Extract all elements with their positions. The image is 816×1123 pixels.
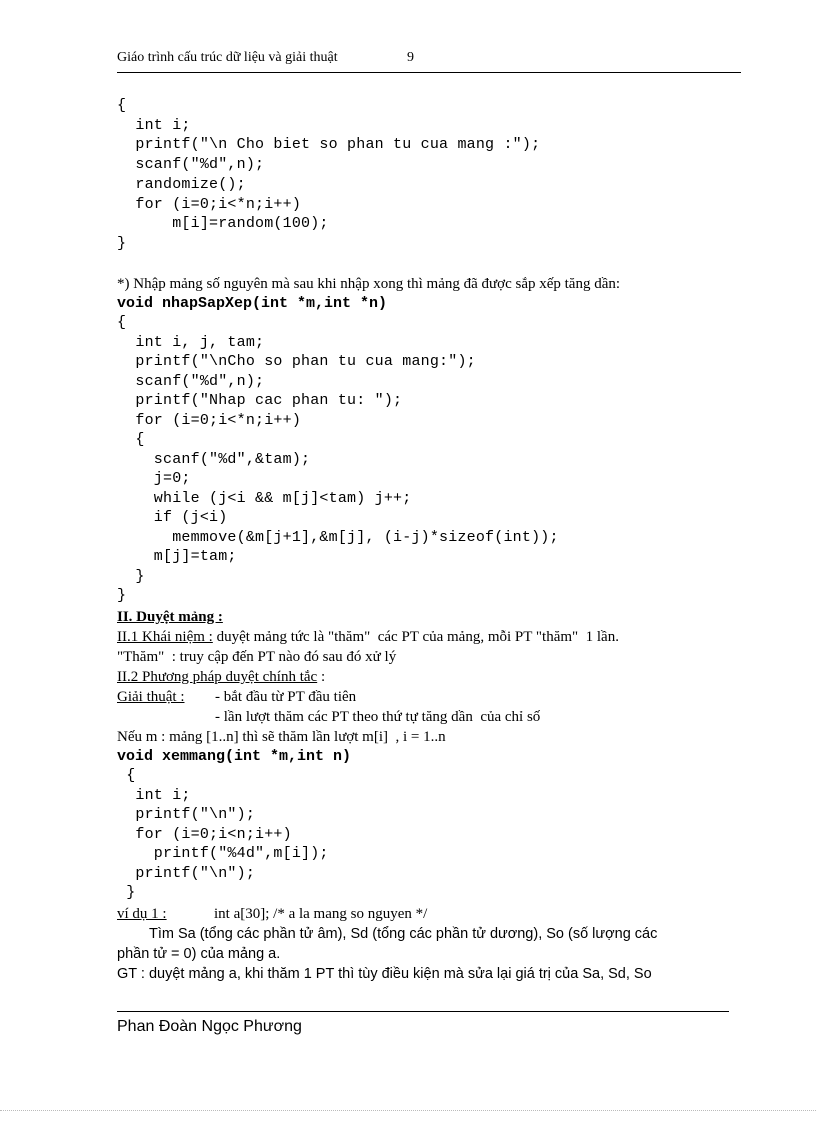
example-line xyxy=(117,906,167,923)
example-description-1: Tìm Sa (tổng các phần tử âm), Sd (tổng các phần tử dương), So (số lượng các xyxy=(117,926,658,942)
code-line: int i; xyxy=(117,786,191,804)
page-bottom-border xyxy=(0,1110,816,1111)
function-signature-xemmang: void xemmang(int *m,int n) xyxy=(117,748,352,765)
example-label: ví dụ 1 : xyxy=(117,906,167,922)
code-line: printf("\n"); xyxy=(117,806,256,823)
code-line: j=0; xyxy=(117,470,191,487)
code-line: { xyxy=(117,767,136,784)
code-line: } xyxy=(117,884,136,901)
array-visit-line: Nếu m : mảng [1..n] thì sẽ thăm lần lượt m[i] , i = 1..n xyxy=(117,729,446,745)
subsection-label: II.1 Khái niệm : xyxy=(117,629,213,645)
algorithm-label: Giải thuật : xyxy=(117,689,185,705)
example-description-2: phần tử = 0) của mảng a. xyxy=(117,946,281,962)
code-line: printf("Nhap cac phan tu: "); xyxy=(117,392,403,409)
code-line: printf("\nCho so phan tu cua mang:"); xyxy=(117,353,476,370)
footer-rule xyxy=(117,1011,729,1012)
definition-line: "Thăm" : truy cập đến PT nào đó sau đó xử lý xyxy=(117,649,397,665)
algorithm-label-line xyxy=(117,689,185,706)
algorithm-step-1: - bắt đầu từ PT đầu tiên xyxy=(215,689,357,705)
function-signature-nhapsapxep: void nhapSapXep(int *m,int *n) xyxy=(117,295,388,312)
subsection-phuong-phap xyxy=(117,669,325,686)
code-line: if (j<i) xyxy=(117,509,228,526)
page-footer: Phan Đoàn Ngọc Phương xyxy=(117,1018,302,1035)
code-line: while (j<i && m[j]<tam) j++; xyxy=(117,489,412,507)
code-line: scanf("%d",n); xyxy=(117,372,265,390)
subsection-text: duyệt mảng tức là "thăm" các PT của mảng, mỗi PT "thăm" 1 lần. xyxy=(212,629,619,645)
code-line: for (i=0;i<*n;i++) xyxy=(117,411,302,429)
section-heading-duyet-mang: II. Duyệt mảng : xyxy=(117,609,223,625)
code-line: { xyxy=(117,431,145,448)
subsection-khai-niem xyxy=(117,629,619,646)
code-line: m[j]=tam; xyxy=(117,548,237,565)
code-line: for (i=0;i<*n;i++) xyxy=(117,195,302,213)
code-line: int i; xyxy=(117,116,191,134)
example-algorithm: GT : duyệt mảng a, khi thăm 1 PT thì tùy điều kiện mà sửa lại giá trị của Sa, Sd, So xyxy=(117,966,652,982)
code-line: } xyxy=(117,567,145,585)
page-header xyxy=(117,50,741,66)
code-line: scanf("%d",&tam); xyxy=(117,450,311,468)
code-line: int i, j, tam; xyxy=(117,333,265,351)
code-line: printf("\n"); xyxy=(117,864,256,882)
code-line: printf("%4d",m[i]); xyxy=(117,845,329,862)
code-line: { xyxy=(117,314,127,331)
code-line: randomize(); xyxy=(117,175,246,193)
header-rule xyxy=(117,72,741,73)
code-line: for (i=0;i<n;i++) xyxy=(117,825,292,843)
header-page-number: 9 xyxy=(407,50,414,65)
algorithm-step-2: - lần lượt thăm các PT theo thứ tự tăng dần của chỉ số xyxy=(215,709,541,725)
header-title: Giáo trình cấu trúc dữ liệu và giải thuật xyxy=(117,50,338,65)
code-line: } xyxy=(117,587,127,604)
code-line: { xyxy=(117,97,127,114)
subsection-label: II.2 Phương pháp duyệt chính tắc xyxy=(117,669,318,685)
subsection-colon: : xyxy=(317,669,326,685)
code-line: m[i]=random(100); xyxy=(117,215,329,233)
code-line: scanf("%d",n); xyxy=(117,156,265,174)
example-code: int a[30]; /* a la mang so nguyen */ xyxy=(214,906,428,922)
paragraph-nhap-sap-xep: *) Nhập mảng số nguyên mà sau khi nhập xong thì mảng đã được sắp xếp tăng dần: xyxy=(117,276,621,292)
code-line: memmove(&m[j+1],&m[j], (i-j)*sizeof(int)); xyxy=(117,528,559,546)
code-line: printf("\n Cho biet so phan tu cua mang :"); xyxy=(117,136,541,154)
code-line: } xyxy=(117,234,127,252)
